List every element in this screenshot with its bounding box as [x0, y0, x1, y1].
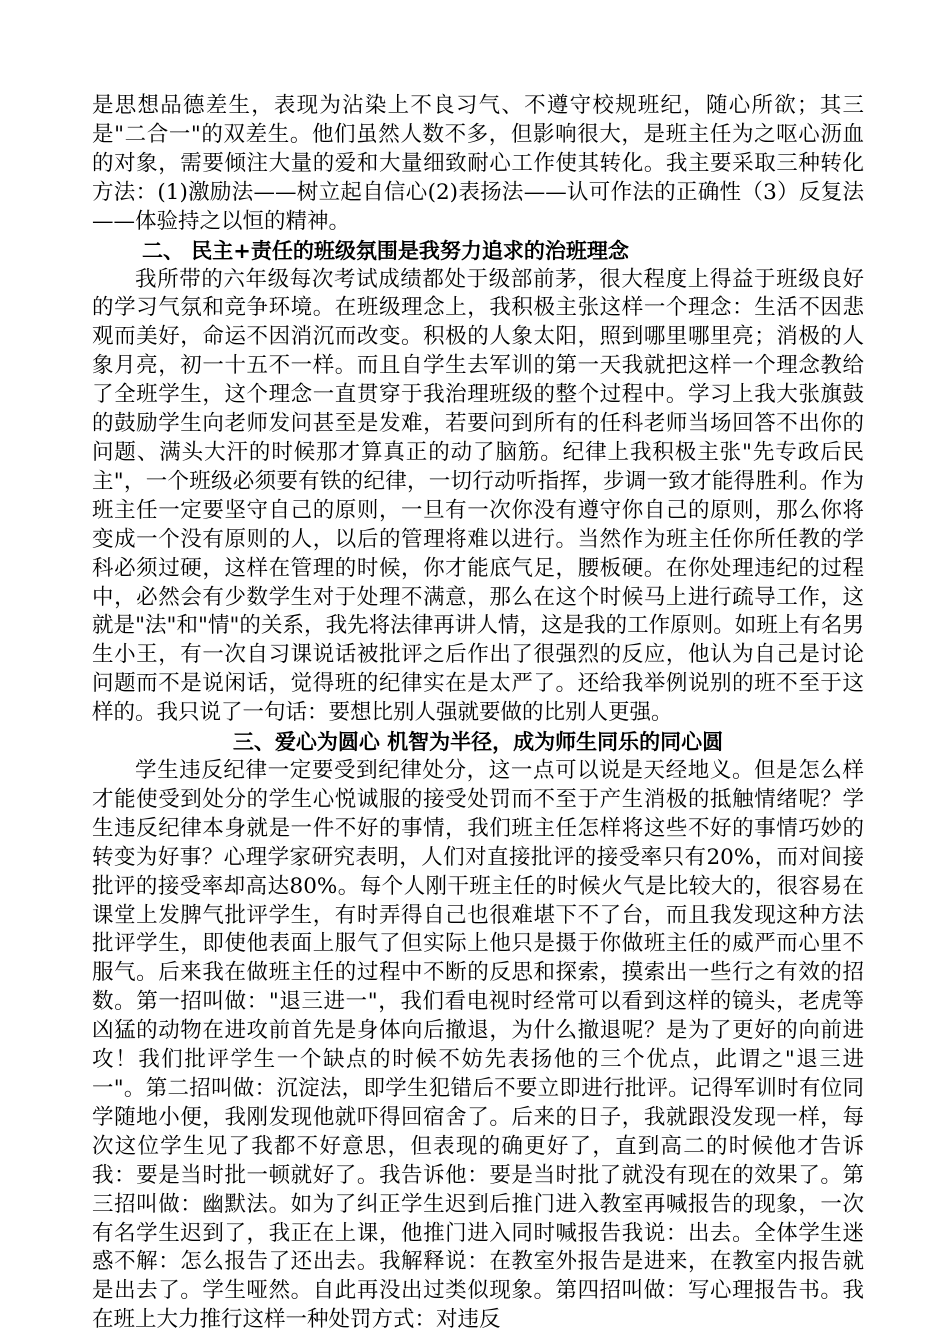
intro-paragraph: 是思想品德差生，表现为沾染上不良习气、不遵守校规班纪，随心所欲；其三是"二合一"的双差生。他们虽然人数不多，但影响很大，是班主任为之呕心沥血的对象，需要倾注大量的爱和大量细致耐心工作使其转化。我主要采取三种转化方法：(1)激励法——树立起自信心(2)表扬法——认可作法的正确性（3）反复法——体验持之以恒的精神。 — [92, 93, 864, 234]
section-three-heading: 三、爱心为圆心 机智为半径，成为师生同乐的同心圆 — [232, 730, 724, 755]
section-three-paragraph: 学生违反纪律一定要受到纪律处分，这一点可以说是天经地义。但是怎么样才能使受到处分的学生心悦诚服的接受处罚而不至于产生消极的抵触情绪呢？学生违反纪律本身就是一件不好的事情，我们班主任怎样将这些不好的事情巧妙的转变为好事？心理学家研究表明，人们对直接批评的接受率只有20%，而对间接批评的接受率却高达80%。每个人刚干班主任的时候火气是比较大的，很容易在课堂上发脾气批评学生，有时弄得自己也很难堪下不了台，而且我发现这种方法批评学生，即使他表面上服气了但实际上他只是摄于你做班主任的威严而心里不服气。后来我在做班主任的过程中不断的反思和探索，摸索出一些行之有效的招数。第一招叫做："退三进一"，我们看电视时经常可以看到这样的镜头，老虎等凶猛的动物在进攻前首先是身体向后撤退，为什么撤退呢？是为了更好的向前进攻！我们批评学生一个缺点的时候不妨先表扬他的三个优点，此谓之"退三进一"。第二招叫做：沉淀法，即学生犯错后不要立即进行批评。记得军训时有位同学随地小便，我刚发现他就吓得回宿舍了。后来的日子，我就跟没发现一样，每次这位学生见了我都不好意思，但表现的确更好了，直到高二的时候他才告诉我：要是当时批一顿就好了。我告诉他：要是当时批了就没有现在的效果了。第三招叫做：幽默法。如为了纠正学生迟到后推门进入教室再喊报告的现象，一次有名学生迟到了，我正在上课，他推门进入同时喊报告我说：出去。全体学生迷惑不解：怎么报告了还出去。我解释说：在教室外报告是进来，在教室内报告就是出去了。学生哑然。自此再没出过类似现象。第四招叫做：写心理报告书。我在班上大力推行这样一种处罚方式：对违反 — [92, 758, 864, 1333]
section-two-heading: 二、 民主+责任的班级氛围是我努力追求的治班理念 — [142, 238, 629, 263]
document-page — [92, 92, 864, 1335]
section-two-paragraph: 我所带的六年级每次考试成绩都处于级部前茅，很大程度上得益于班级良好的学习气氛和竞争环境。在班级理念上，我积极主张这样一个理念：生活不因悲观而美好，命运不因消沉而改变。积极的人象太阳，照到哪里哪里亮；消极的人象月亮，初一十五不一样。而且自学生去军训的第一天我就把这样一个理念教给了全班学生，这个理念一直贯穿于我治理班级的整个过程中。学习上我大张旗鼓的鼓励学生向老师发问甚至是发难，若要问到所有的任科老师当场回答不出你的问题、满头大汗的时候那才算真正的动了脑筋。纪律上我积极主张"先专政后民主"，一个班级必须要有铁的纪律，一切行动听指挥，步调一致才能得胜利。作为班主任一定要坚守自己的原则，一旦有一次你没有遵守你自己的原则，那么你将变成一个没有原则的人，以后的管理将难以进行。当然作为班主任你所任教的学科必须过硬，这样在管理的时候，你才能底气足，腰板硬。在你处理违纪的过程中，必然会有少数学生对于处理不满意，那么在这个时候马上进行疏导工作，这就是"法"和"情"的关系，我先将法律再讲人情，这是我的工作原则。如班上有名男生小王，有一次自习课说话被批评之后作出了很强烈的反应，他认为自己是讨论问题而不是说闲话，觉得班的纪律实在是太严了。还给我举例说别的班不至于这样的。我只说了一句话：要想比别人强就要做的比别人更强。 — [92, 266, 864, 726]
